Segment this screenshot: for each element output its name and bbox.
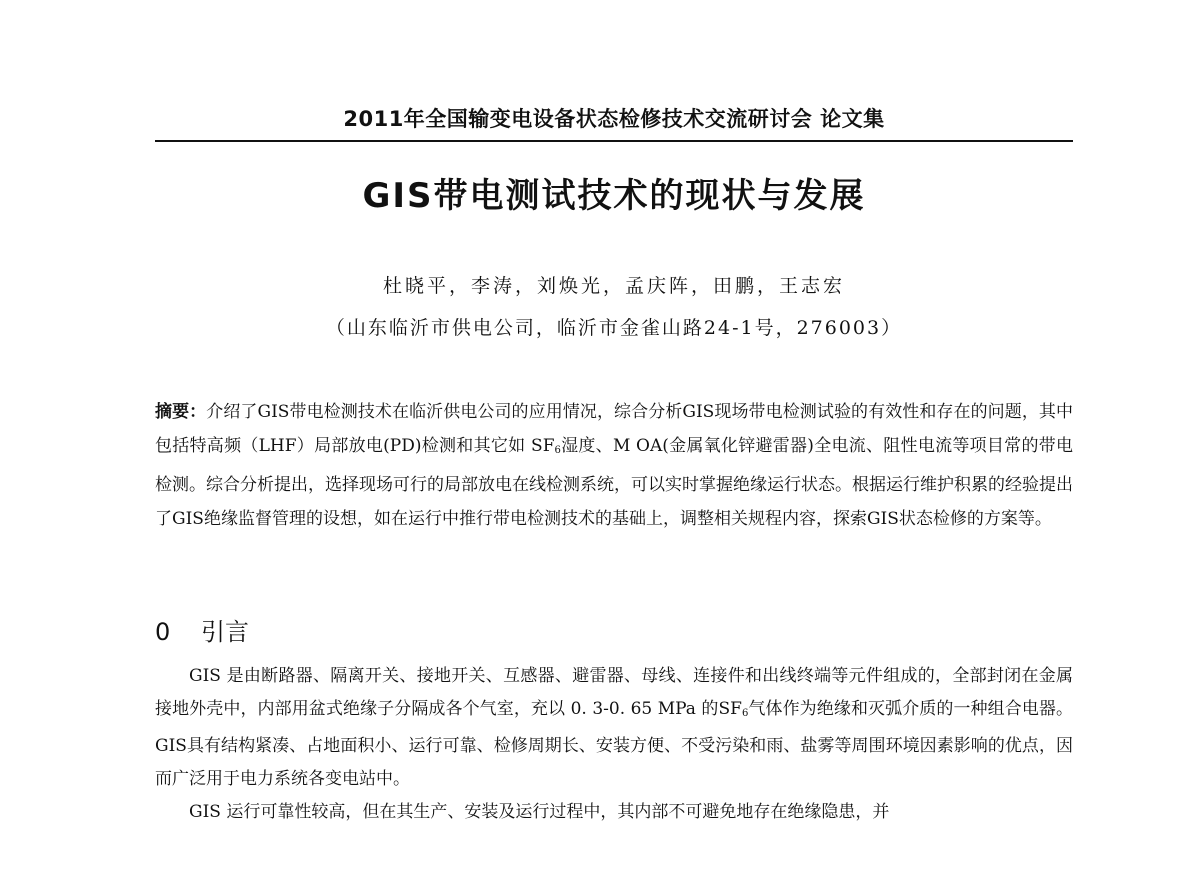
paragraph-2: GIS 运行可靠性较高，但在其生产、安装及运行过程中，其内部不可避免地存在绝缘隐患，并 [189,802,890,822]
abstract-subscript: 6 [554,445,561,456]
paragraph-1 [155,660,1073,796]
paragraph-1-subscript: 6 [741,708,749,719]
section-number: 0 [155,618,171,646]
section-title: 引言 [201,618,249,646]
paragraph-1-part-2: 气体作为绝缘和灭弧介质的一种组合电器。GIS具有结构紧凑、占地面积小、运行可靠、检修周期长、安装方便、不受污染和雨、盐雾等周围环境因素影响的优点，因而广泛用于电力系统各变电站中。 [155,699,1073,789]
abstract-text-part-1: 介绍了GIS带电检测技术在临沂供电公司的应用情况，综合分析GIS现场带电检测试验的有效性和存在的问题，其中包括特高频（LHF）局部放电(PD)检测和其它如 SF [155,402,1073,456]
body-text [155,660,1073,829]
paper-title: GIS带电测试技术的现状与发展 [362,176,866,216]
abstract-label: 摘要： [155,402,207,422]
paragraph-1-part-1: GIS 是由断路器、隔离开关、接地开关、互感器、避雷器、母线、连接件和出线终端等元件组成的，全部封闭在金属接地外壳中，内部用盆式绝缘子分隔成各个气室，充以 0. 3-0. 65 MPa 的SF [155,666,1073,719]
author-affiliation: （山东临沂市供电公司，临沂市金雀山路24-1号，276003） [325,317,903,339]
author-list: 杜晓平，李涛，刘焕光，孟庆阵，田鹏，王志宏 [382,275,845,297]
section-heading-introduction [155,612,249,647]
running-header: 2011年全国输变电设备状态检修技术交流研讨会 论文集 [343,107,885,131]
abstract [155,395,1073,536]
abstract-text-part-2: 湿度、M OA(金属氧化锌避雷器)全电流、阻性电流等项目常的带电检测。综合分析提出，选择现场可行的局部放电在线检测系统，可以实时掌握绝缘运行状态。根据运行维护积累的经验提出了GIS绝缘监督管理的设想，如在运行中推行带电检测技术的基础上，调整相关规程内容，探索GIS状态检修的方案等。 [155,436,1073,529]
header-rule [155,140,1073,142]
